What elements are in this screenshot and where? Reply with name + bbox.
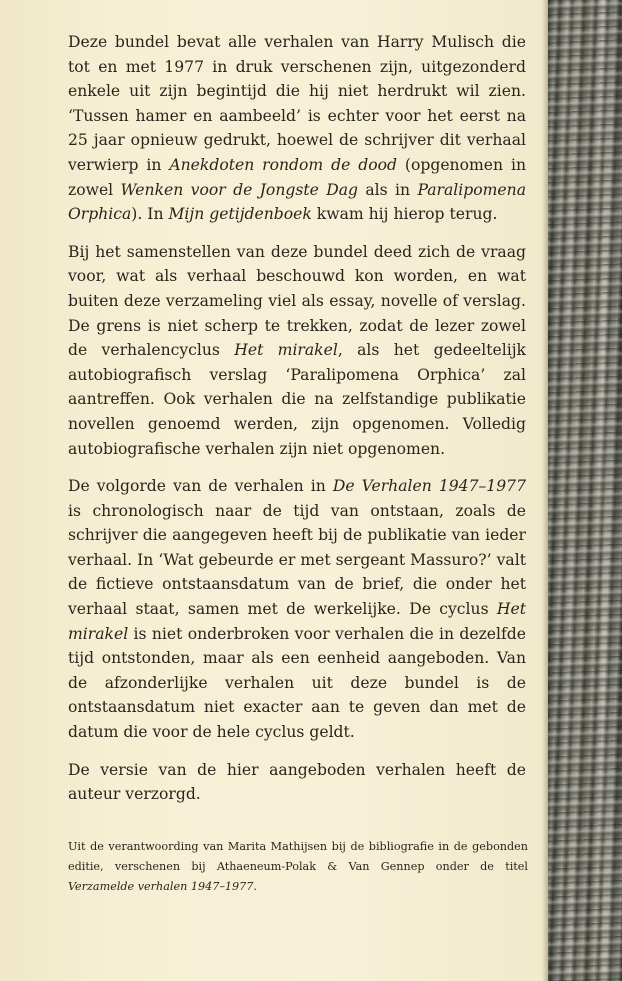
italic-title: Wenken voor de Jongste Dag: [120, 180, 358, 199]
text-run: is niet onderbroken voor verhalen die in dezelfde tijd ontstonden, maar als een eenheid aangeboden. Van de afzonderlijke verhalen uit deze bundel is de ontstaansdatum niet exacter aan te geven dan met de datum die voor de hele cyclus geldt.: [68, 624, 526, 742]
italic-title: Anekdoten rondom de dood: [169, 155, 397, 174]
text-run: Uit de verantwoording van Marita Mathijsen bij de bibliografie in de gebonden editie, verschenen bij Athaeneum-Polak & Van Gennep onder de titel: [68, 840, 528, 874]
bark-texture-strip: [548, 0, 622, 981]
paragraph-1: [68, 30, 526, 227]
text-run: Deze bundel bevat alle verhalen van Harry Mulisch die tot en met 1977 in druk verschenen zijn, uitgezonderd enkele uit zijn begintijd die hij niet herdrukt wil zien. ‘Tussen hamer en aambeeld’ is echter voor het eerst na 25 jaar opnieuw gedrukt, hoewel de schrijver dit verhaal verwierp in: [68, 33, 526, 174]
italic-title: Het mirakel: [68, 600, 526, 643]
paragraph-2: [68, 240, 526, 461]
paragraph-3: [68, 474, 526, 745]
text-run: als in: [358, 180, 418, 199]
source-note: [68, 837, 528, 897]
text-run: De volgorde van de verhalen in: [68, 477, 333, 496]
text-run: (opgenomen in zowel: [68, 155, 526, 199]
text-run: .: [253, 880, 257, 894]
text-run: De versie van de hier aangeboden verhalen heeft de auteur verzorgd.: [68, 760, 526, 804]
text-run: kwam hij hierop terug.: [311, 205, 498, 224]
italic-title: Paralipomena Orphica: [68, 180, 526, 224]
italic-title: Het mirakel: [234, 341, 338, 360]
text-run: Bij het samenstellen van deze bundel deed zich de vraag voor, wat als verhaal beschouwd kon worden, en wat buiten deze verzameling viel als essay, novelle of verslag. De grens is niet scherp te trekken, zodat de lezer zowel de verhalencyclus: [68, 242, 526, 360]
paragraph-4: [68, 758, 526, 807]
text-run: , als het gedeeltelijk autobiografisch verslag ‘Paralipomena Orphica’ zal aantreffen. Ook verhalen die na zelfstandige publikatie novellen genoemd werden, zijn opgenomen. Volledig autobiografische verhalen zijn niet opgenomen.: [68, 341, 526, 458]
italic-title: Mijn getijdenboek: [168, 205, 312, 224]
italic-title: De Verhalen 1947–1977: [332, 477, 526, 496]
italic-title: Verzamelde verhalen 1947–1977: [68, 880, 254, 894]
body-text: [68, 30, 526, 820]
text-run: ). In: [131, 205, 169, 224]
text-run: is chronologisch naar de tijd van ontstaan, zoals de schrijver die aangegeven heeft bij de publikatie van ieder verhaal. In ‘Wat gebeurde er met sergeant Massuro?’ valt de fictieve ontstaansdatum van de brief, die onder het verhaal staat, samen met de werkelijke. De cyclus: [68, 501, 526, 619]
